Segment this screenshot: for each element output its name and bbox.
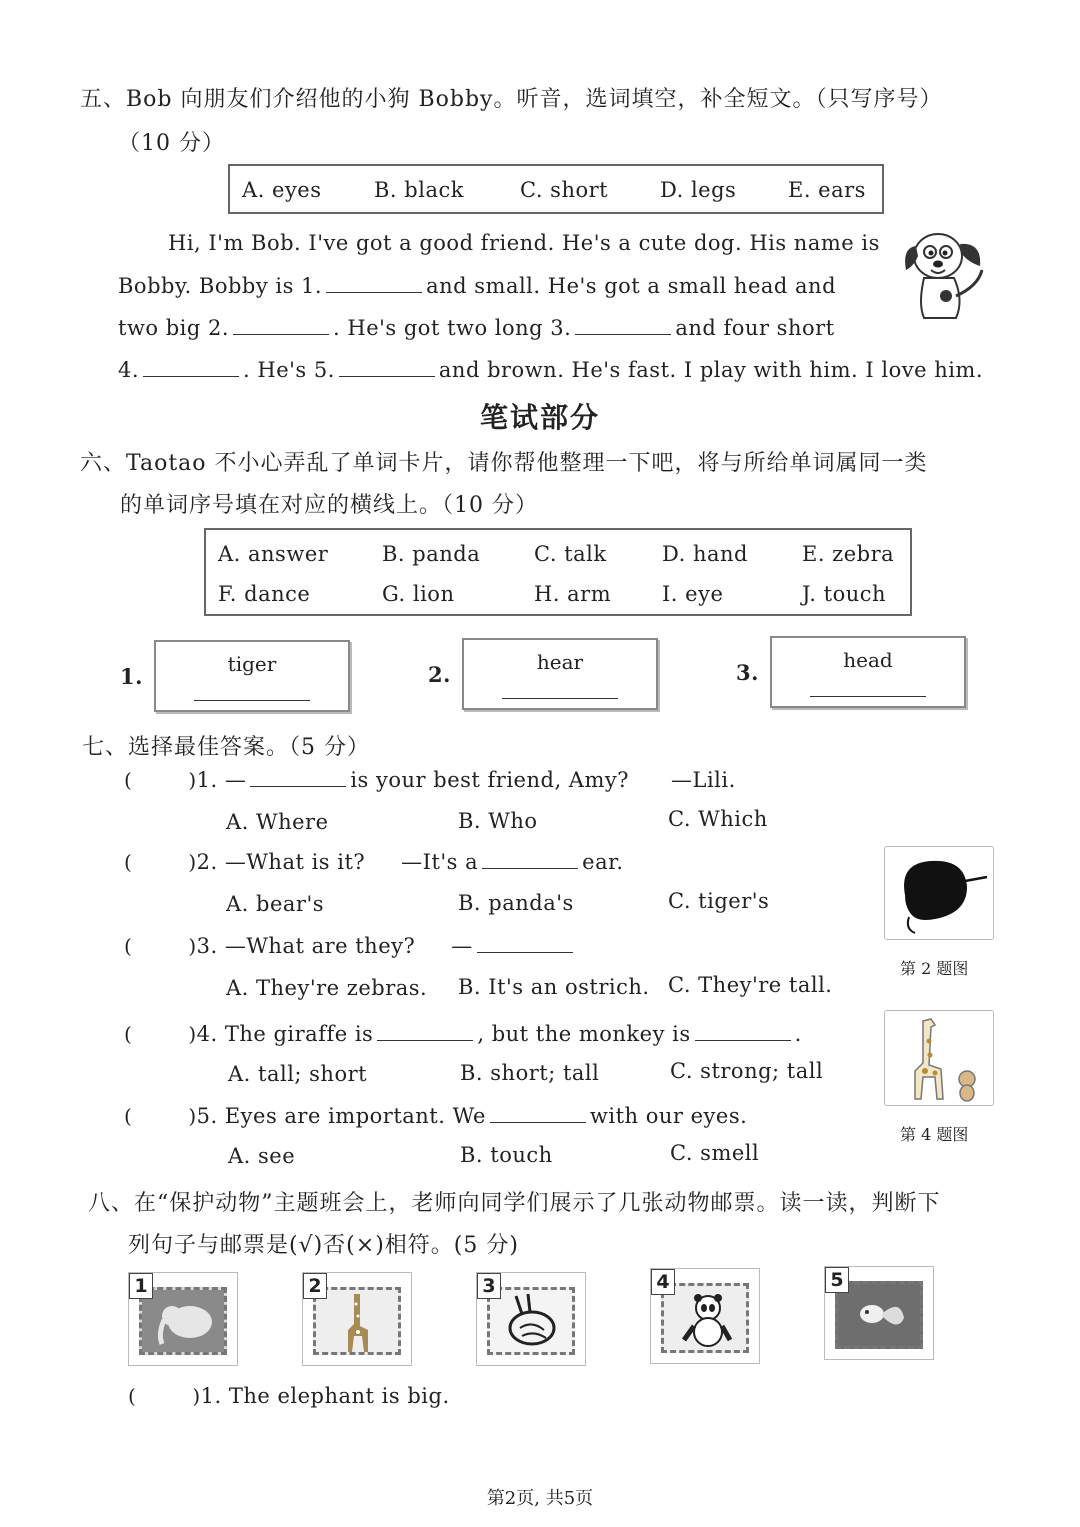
question-text: 4. The giraffe is <box>196 1022 374 1046</box>
option-e: E. ears <box>788 178 866 202</box>
page-footer: 第2页, 共5页 <box>486 1488 594 1509</box>
section8-question-1 <box>128 1384 450 1408</box>
option-f: F. dance <box>218 582 311 606</box>
figure-q2-caption: 第 2 题图 <box>900 959 969 978</box>
question-2 <box>124 850 624 874</box>
stamp-number: 2 <box>303 1273 327 1299</box>
choice-b[interactable]: B. Who <box>458 809 538 833</box>
choice-c[interactable]: C. tiger's <box>668 889 770 913</box>
question-text: . <box>794 1022 802 1046</box>
card-number: 1. <box>120 664 143 689</box>
passage-text: two big 2. <box>118 316 230 340</box>
answer-blank-3[interactable] <box>575 316 671 335</box>
card-answer-line[interactable] <box>502 698 618 699</box>
passage-text: and small. He's got a small head and <box>426 274 837 298</box>
panda-icon <box>664 1286 748 1350</box>
written-part-title: 笔试部分 <box>479 401 600 434</box>
option-c: C. short <box>520 178 609 202</box>
question-text: 1. The elephant is big. <box>200 1384 450 1408</box>
option-a: A. eyes <box>242 178 322 202</box>
word-card-hear <box>462 638 658 710</box>
word-card-head <box>770 636 966 708</box>
question-text: 1. — <box>196 768 247 792</box>
option-d: D. legs <box>660 178 737 202</box>
giraffe-monkey-icon <box>885 1011 993 1105</box>
stamp-panda <box>650 1268 760 1364</box>
answer-paren-open: ( <box>124 1022 133 1046</box>
answer-paren-close: ) <box>188 768 197 792</box>
question-3 <box>124 934 577 958</box>
option-i: I. eye <box>662 582 724 606</box>
word-bank-5 <box>228 164 884 214</box>
choice-c[interactable]: C. smell <box>670 1141 760 1165</box>
figure-q4-caption: 第 4 题图 <box>900 1125 969 1144</box>
elephant-icon <box>142 1290 226 1354</box>
answer-blank[interactable] <box>695 1022 791 1041</box>
stamp-number: 4 <box>651 1269 675 1295</box>
option-b: B. panda <box>382 542 481 566</box>
choice-b[interactable]: B. panda's <box>458 891 574 915</box>
dog-illustration <box>898 226 990 322</box>
answer-paren-open: ( <box>128 1384 137 1408</box>
answer-paren-open: ( <box>124 850 133 874</box>
word-card-tiger <box>154 640 350 712</box>
ear-silhouette-icon <box>885 847 993 939</box>
passage-line-3 <box>118 316 835 340</box>
answer-blank-1[interactable] <box>326 274 422 293</box>
option-c: C. talk <box>534 542 607 566</box>
choice-b[interactable]: B. It's an ostrich. <box>458 975 650 999</box>
section7-heading: 七、选择最佳答案。（5 分） <box>82 735 370 760</box>
choice-c[interactable]: C. strong; tall <box>670 1059 824 1083</box>
answer-paren-close: ) <box>192 1384 201 1408</box>
card-number: 2. <box>428 662 451 687</box>
question-text: , but the monkey is <box>477 1022 691 1046</box>
answer-paren-close: ) <box>188 1104 197 1128</box>
card-answer-line[interactable] <box>810 696 926 697</box>
card-word: tiger <box>227 652 277 676</box>
question-5 <box>124 1104 747 1128</box>
answer-paren-close: ) <box>188 1022 197 1046</box>
choice-c[interactable]: C. They're tall. <box>668 973 833 997</box>
answer-blank-5[interactable] <box>339 358 435 377</box>
choice-a[interactable]: A. bear's <box>226 892 324 916</box>
passage-text: . He's 5. <box>243 358 335 382</box>
passage-text: Bobby. Bobby is 1. <box>118 274 323 298</box>
choice-a[interactable]: A. tall; short <box>228 1062 368 1086</box>
question-text: is your best friend, Amy? <box>350 768 629 792</box>
choice-c[interactable]: C. Which <box>668 807 768 831</box>
giraffe-icon <box>316 1290 400 1354</box>
card-word: head <box>843 648 893 672</box>
answer-blank[interactable] <box>377 1022 473 1041</box>
passage-line-1: Hi, I'm Bob. I've got a good friend. He's a cute dog. His name is <box>168 231 880 255</box>
stamp-elephant <box>128 1272 238 1366</box>
answer-blank-2[interactable] <box>233 316 329 335</box>
question-text: —Lili. <box>671 768 736 792</box>
option-h: H. arm <box>534 582 612 606</box>
answer-paren-open: ( <box>124 934 133 958</box>
section8-heading-line2: 列句子与邮票是(√)否(×)相符。(5 分) <box>128 1233 519 1258</box>
choice-b[interactable]: B. touch <box>460 1143 553 1167</box>
passage-text: . He's got two long 3. <box>333 316 572 340</box>
passage-line-2 <box>118 274 836 298</box>
question-text: — <box>451 934 473 958</box>
passage-text: 4. <box>118 358 140 382</box>
question-text: 2. —What is it? <box>196 850 366 874</box>
choice-a[interactable]: A. see <box>228 1144 296 1168</box>
option-a: A. answer <box>218 542 329 566</box>
answer-paren-close: ) <box>188 934 197 958</box>
answer-blank-4[interactable] <box>143 358 239 377</box>
stamp-rabbit <box>476 1272 586 1366</box>
option-g: G. lion <box>382 582 455 606</box>
goldfish-icon <box>838 1284 922 1348</box>
stamp-number: 1 <box>129 1273 153 1299</box>
section6-heading: 六、Taotao 不小心弄乱了单词卡片，请你帮他整理一下吧，将与所给单词属同一类 <box>80 451 928 476</box>
passage-text: and brown. He's fast. I play with him. I love him. <box>438 358 984 382</box>
answer-blank[interactable] <box>490 1104 586 1123</box>
option-j: J. touch <box>802 582 887 606</box>
choice-a[interactable]: A. Where <box>226 810 329 834</box>
card-answer-line[interactable] <box>194 700 310 701</box>
stamp-number: 5 <box>825 1267 849 1293</box>
answer-paren-open: ( <box>124 1104 133 1128</box>
question-text: with our eyes. <box>589 1104 748 1128</box>
choice-a[interactable]: A. They're zebras. <box>226 976 428 1000</box>
passage-line-4 <box>118 358 983 382</box>
question-1 <box>124 768 736 792</box>
rabbit-icon <box>490 1290 574 1354</box>
card-number: 3. <box>736 660 759 685</box>
section5-points: （10 分） <box>118 131 225 156</box>
stamp-giraffe <box>302 1272 412 1366</box>
option-e: E. zebra <box>802 542 895 566</box>
option-b: B. black <box>374 178 464 202</box>
question-text: 5. Eyes are important. We <box>196 1104 486 1128</box>
card-word: hear <box>536 650 584 674</box>
passage-text: and four short <box>675 316 835 340</box>
choice-b[interactable]: B. short; tall <box>460 1061 600 1085</box>
answer-blank[interactable] <box>250 768 346 787</box>
section5-heading: 五、Bob 向朋友们介绍他的小狗 Bobby。听音，选词填空，补全短文。（只写序号） <box>80 87 943 112</box>
word-bank-6 <box>204 528 912 616</box>
figure-q2 <box>884 846 994 940</box>
option-d: D. hand <box>662 542 748 566</box>
stamp-number: 3 <box>477 1273 501 1299</box>
answer-blank[interactable] <box>477 934 573 953</box>
figure-q4 <box>884 1010 994 1106</box>
question-text: ear. <box>582 850 624 874</box>
question-4 <box>124 1022 802 1046</box>
stamp-goldfish <box>824 1266 934 1360</box>
answer-paren-open: ( <box>124 768 133 792</box>
question-text: 3. —What are they? <box>196 934 416 958</box>
answer-paren-close: ) <box>188 850 197 874</box>
question-text: —It's a <box>401 850 479 874</box>
section6-heading-line2: 的单词序号填在对应的横线上。（10 分） <box>120 493 538 518</box>
section8-heading: 八、在“保护动物”主题班会上，老师向同学们展示了几张动物邮票。读一读，判断下 <box>88 1191 941 1216</box>
answer-blank[interactable] <box>482 850 578 869</box>
